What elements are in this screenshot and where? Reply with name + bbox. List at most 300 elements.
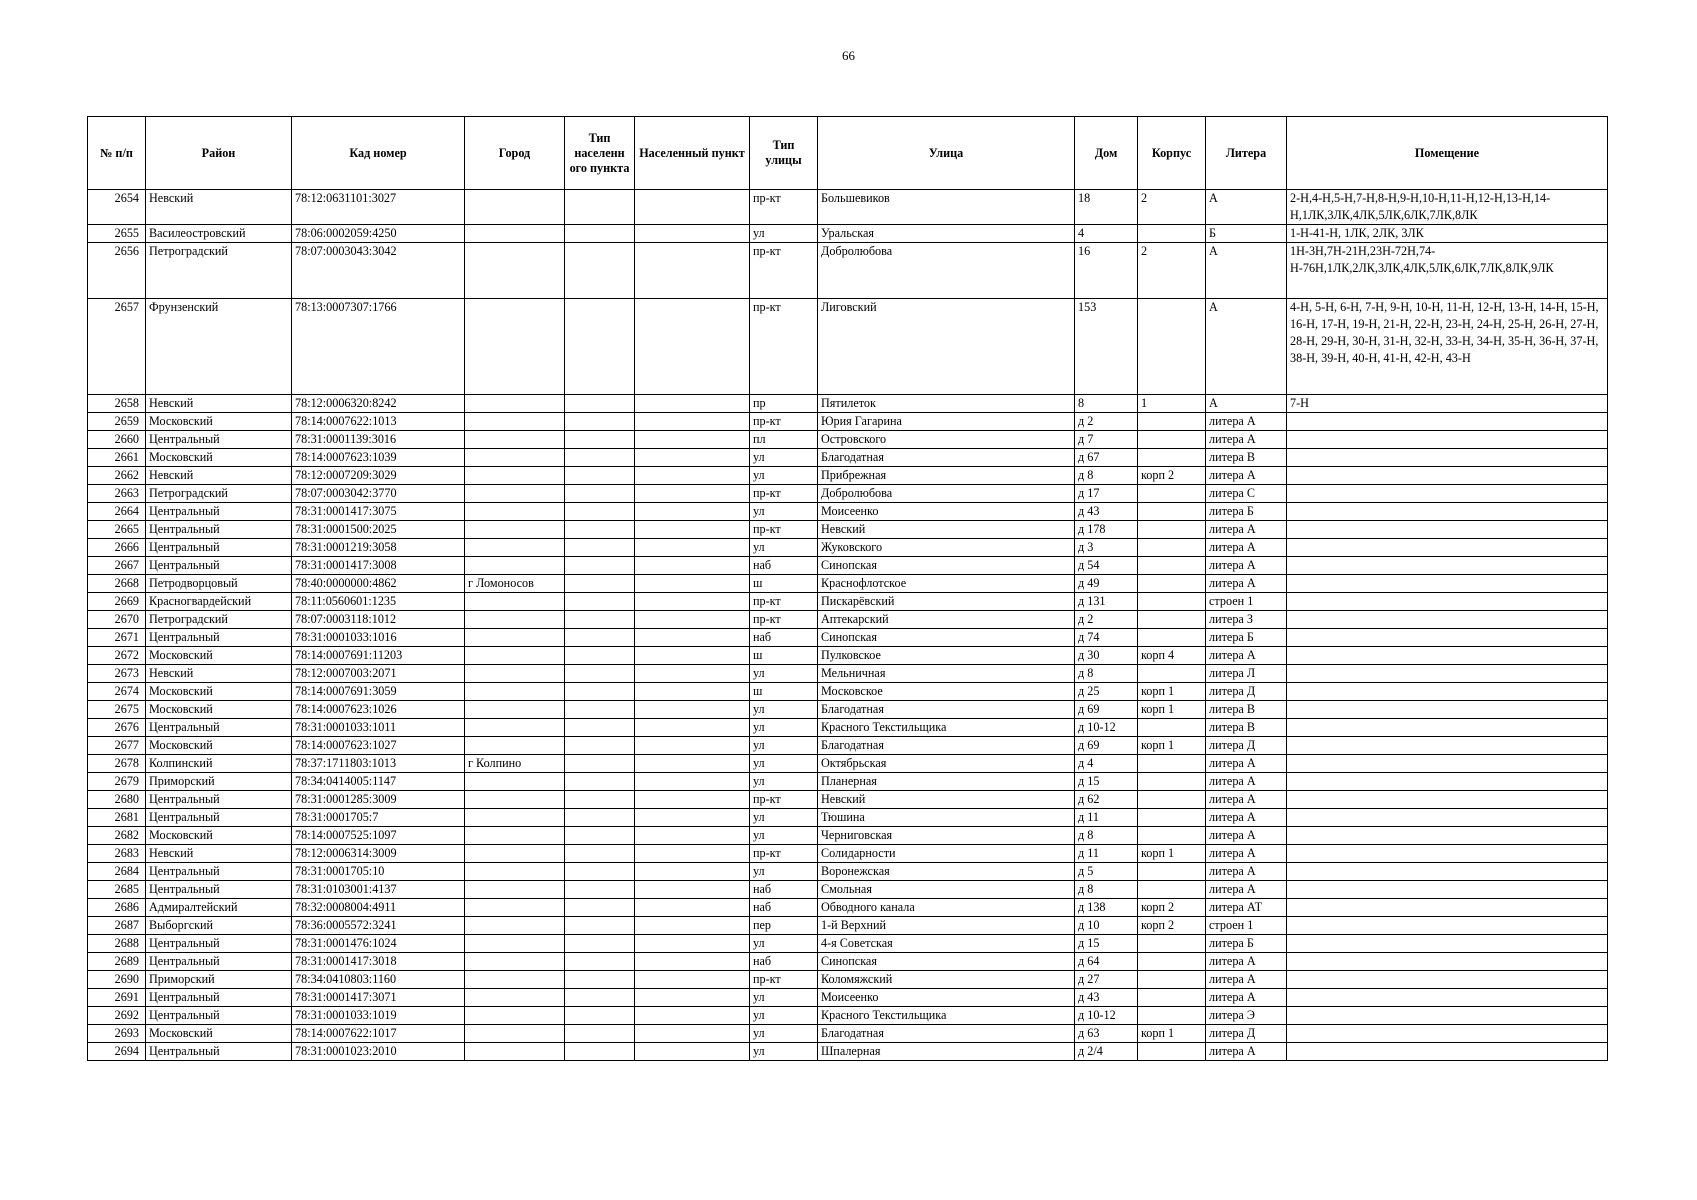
table-row xyxy=(88,243,1608,299)
cell-settlement-type xyxy=(565,683,635,701)
cell-district: Центральный xyxy=(146,1043,292,1061)
table-row xyxy=(88,593,1608,611)
cell-building xyxy=(1138,773,1206,791)
cell-city xyxy=(465,395,565,413)
cell-building: корп 2 xyxy=(1138,917,1206,935)
column-header-settlement-type: Тип населенн ого пункта xyxy=(565,117,635,190)
cell-settlement xyxy=(635,629,750,647)
cell-city xyxy=(465,593,565,611)
cell-district: Выборгский xyxy=(146,917,292,935)
table-row xyxy=(88,467,1608,485)
cell-district: Адмиралтейский xyxy=(146,899,292,917)
cell-city xyxy=(465,557,565,575)
cell-cadastral-number: 78:14:0007691:3059 xyxy=(292,683,465,701)
cell-premises xyxy=(1287,557,1608,575)
cell-house: д 2 xyxy=(1075,611,1138,629)
cell-house: д 4 xyxy=(1075,755,1138,773)
cell-street: Благодатная xyxy=(818,1025,1075,1043)
table-row xyxy=(88,845,1608,863)
cell-house: 8 xyxy=(1075,395,1138,413)
cell-letter: литера А xyxy=(1206,953,1287,971)
cell-building xyxy=(1138,503,1206,521)
column-header-cadastral-number: Кад номер xyxy=(292,117,465,190)
cell-house: д 8 xyxy=(1075,467,1138,485)
cell-premises xyxy=(1287,827,1608,845)
cell-street: Невский xyxy=(818,521,1075,539)
table-row xyxy=(88,665,1608,683)
cell-letter: литера З xyxy=(1206,611,1287,629)
cell-street: Жуковского xyxy=(818,539,1075,557)
property-registry-table xyxy=(87,116,1608,1061)
cell-city xyxy=(465,953,565,971)
cell-letter: строен 1 xyxy=(1206,917,1287,935)
cell-house: д 8 xyxy=(1075,881,1138,899)
cell-settlement xyxy=(635,503,750,521)
cell-letter: литера А xyxy=(1206,647,1287,665)
cell-letter: литера А xyxy=(1206,467,1287,485)
cell-letter: литера С xyxy=(1206,485,1287,503)
cell-building: 2 xyxy=(1138,243,1206,299)
cell-city xyxy=(465,539,565,557)
cell-settlement-type xyxy=(565,299,635,395)
cell-house: д 131 xyxy=(1075,593,1138,611)
cell-street: Уральская xyxy=(818,225,1075,243)
cell-street-type: пр-кт xyxy=(750,299,818,395)
cell-settlement-type xyxy=(565,701,635,719)
cell-building xyxy=(1138,557,1206,575)
table-header-row xyxy=(88,117,1608,190)
cell-building: корп 1 xyxy=(1138,737,1206,755)
cell-cadastral-number: 78:13:0007307:1766 xyxy=(292,299,465,395)
cell-letter: литера А xyxy=(1206,845,1287,863)
cell-letter: А xyxy=(1206,299,1287,395)
cell-street: Планерная xyxy=(818,773,1075,791)
cell-cadastral-number: 78:12:0007003:2071 xyxy=(292,665,465,683)
cell-settlement-type xyxy=(565,575,635,593)
cell-house: д 11 xyxy=(1075,809,1138,827)
cell-district: Центральный xyxy=(146,953,292,971)
cell-building xyxy=(1138,971,1206,989)
cell-cadastral-number: 78:14:0007623:1026 xyxy=(292,701,465,719)
cell-letter: литера В xyxy=(1206,449,1287,467)
cell-settlement xyxy=(635,413,750,431)
cell-settlement-type xyxy=(565,629,635,647)
cell-cadastral-number: 78:12:0006314:3009 xyxy=(292,845,465,863)
cell-cadastral-number: 78:14:0007622:1017 xyxy=(292,1025,465,1043)
cell-settlement-type xyxy=(565,773,635,791)
cell-building xyxy=(1138,413,1206,431)
cell-city xyxy=(465,737,565,755)
cell-street-type: ул xyxy=(750,539,818,557)
cell-street: Мельничная xyxy=(818,665,1075,683)
cell-street-type: пр-кт xyxy=(750,485,818,503)
cell-district: Центральный xyxy=(146,431,292,449)
cell-district: Приморский xyxy=(146,971,292,989)
table-row xyxy=(88,935,1608,953)
cell-letter: литера А xyxy=(1206,989,1287,1007)
cell-street-type: пр-кт xyxy=(750,611,818,629)
cell-house: 18 xyxy=(1075,190,1138,225)
cell-district: Невский xyxy=(146,845,292,863)
cell-city: г Колпино xyxy=(465,755,565,773)
cell-city xyxy=(465,773,565,791)
cell-street-type: наб xyxy=(750,557,818,575)
cell-number: 2693 xyxy=(88,1025,146,1043)
cell-house: д 25 xyxy=(1075,683,1138,701)
cell-district: Центральный xyxy=(146,989,292,1007)
cell-letter: литера АТ xyxy=(1206,899,1287,917)
cell-settlement-type xyxy=(565,395,635,413)
cell-district: Центральный xyxy=(146,791,292,809)
cell-cadastral-number: 78:31:0001139:3016 xyxy=(292,431,465,449)
cell-letter: литера А xyxy=(1206,1043,1287,1061)
cell-city xyxy=(465,863,565,881)
cell-settlement xyxy=(635,1007,750,1025)
cell-cadastral-number: 78:31:0001023:2010 xyxy=(292,1043,465,1061)
table-row xyxy=(88,1043,1608,1061)
cell-number: 2673 xyxy=(88,665,146,683)
cell-house: 153 xyxy=(1075,299,1138,395)
cell-cadastral-number: 78:12:0006320:8242 xyxy=(292,395,465,413)
table-row xyxy=(88,611,1608,629)
cell-district: Центральный xyxy=(146,935,292,953)
cell-settlement-type xyxy=(565,190,635,225)
cell-building: корп 2 xyxy=(1138,467,1206,485)
cell-settlement xyxy=(635,1025,750,1043)
cell-number: 2676 xyxy=(88,719,146,737)
table-row xyxy=(88,539,1608,557)
cell-settlement xyxy=(635,773,750,791)
cell-cadastral-number: 78:12:0007209:3029 xyxy=(292,467,465,485)
cell-number: 2691 xyxy=(88,989,146,1007)
cell-street-type: ул xyxy=(750,755,818,773)
cell-city xyxy=(465,413,565,431)
cell-city xyxy=(465,503,565,521)
cell-number: 2671 xyxy=(88,629,146,647)
table-row xyxy=(88,863,1608,881)
cell-district: Фрунзенский xyxy=(146,299,292,395)
cell-district: Московский xyxy=(146,449,292,467)
cell-letter: строен 1 xyxy=(1206,593,1287,611)
cell-city xyxy=(465,899,565,917)
cell-street-type: ул xyxy=(750,719,818,737)
cell-cadastral-number: 78:31:0001033:1019 xyxy=(292,1007,465,1025)
cell-street: Тюшина xyxy=(818,809,1075,827)
table-row xyxy=(88,917,1608,935)
cell-settlement xyxy=(635,395,750,413)
cell-city xyxy=(465,647,565,665)
cell-street: Моисеенко xyxy=(818,503,1075,521)
cell-building: корп 1 xyxy=(1138,701,1206,719)
cell-city xyxy=(465,1025,565,1043)
cell-number: 2667 xyxy=(88,557,146,575)
cell-street: Большевиков xyxy=(818,190,1075,225)
cell-street-type: ш xyxy=(750,647,818,665)
cell-premises xyxy=(1287,593,1608,611)
cell-building: 1 xyxy=(1138,395,1206,413)
cell-number: 2687 xyxy=(88,917,146,935)
cell-number: 2680 xyxy=(88,791,146,809)
cell-building xyxy=(1138,827,1206,845)
cell-house: д 10-12 xyxy=(1075,1007,1138,1025)
cell-city xyxy=(465,467,565,485)
table-row xyxy=(88,503,1608,521)
cell-city xyxy=(465,243,565,299)
cell-settlement-type xyxy=(565,881,635,899)
cell-letter: литера А xyxy=(1206,539,1287,557)
cell-house: д 54 xyxy=(1075,557,1138,575)
cell-number: 2655 xyxy=(88,225,146,243)
cell-settlement-type xyxy=(565,485,635,503)
cell-street: 4-я Советская xyxy=(818,935,1075,953)
cell-cadastral-number: 78:14:0007622:1013 xyxy=(292,413,465,431)
cell-house: д 43 xyxy=(1075,503,1138,521)
cell-letter: А xyxy=(1206,243,1287,299)
cell-number: 2656 xyxy=(88,243,146,299)
cell-street: Аптекарский xyxy=(818,611,1075,629)
cell-building xyxy=(1138,449,1206,467)
cell-city xyxy=(465,845,565,863)
cell-number: 2672 xyxy=(88,647,146,665)
cell-settlement xyxy=(635,485,750,503)
cell-street: Красного Текстильщика xyxy=(818,719,1075,737)
cell-letter: литера Б xyxy=(1206,935,1287,953)
cell-number: 2681 xyxy=(88,809,146,827)
cell-street: Добролюбова xyxy=(818,243,1075,299)
cell-street-type: ш xyxy=(750,575,818,593)
cell-settlement xyxy=(635,791,750,809)
cell-street-type: пр-кт xyxy=(750,521,818,539)
cell-letter: литера А xyxy=(1206,773,1287,791)
cell-settlement-type xyxy=(565,225,635,243)
cell-settlement xyxy=(635,935,750,953)
cell-premises xyxy=(1287,971,1608,989)
cell-premises: 7-Н xyxy=(1287,395,1608,413)
cell-letter: литера А xyxy=(1206,827,1287,845)
cell-cadastral-number: 78:31:0001500:2025 xyxy=(292,521,465,539)
cell-settlement-type xyxy=(565,917,635,935)
cell-city xyxy=(465,719,565,737)
cell-settlement-type xyxy=(565,863,635,881)
cell-city xyxy=(465,809,565,827)
cell-district: Приморский xyxy=(146,773,292,791)
cell-street-type: пр-кт xyxy=(750,413,818,431)
cell-district: Центральный xyxy=(146,881,292,899)
cell-street: Прибрежная xyxy=(818,467,1075,485)
cell-cadastral-number: 78:06:0002059:4250 xyxy=(292,225,465,243)
cell-street: Октябрьская xyxy=(818,755,1075,773)
cell-settlement-type xyxy=(565,539,635,557)
cell-house: д 10 xyxy=(1075,917,1138,935)
cell-settlement xyxy=(635,243,750,299)
cell-settlement-type xyxy=(565,647,635,665)
cell-street: Юрия Гагарина xyxy=(818,413,1075,431)
cell-letter: литера Б xyxy=(1206,503,1287,521)
cell-cadastral-number: 78:34:0414005:1147 xyxy=(292,773,465,791)
cell-building: корп 1 xyxy=(1138,845,1206,863)
cell-street-type: наб xyxy=(750,953,818,971)
cell-street: Черниговская xyxy=(818,827,1075,845)
table-row xyxy=(88,449,1608,467)
cell-premises xyxy=(1287,953,1608,971)
cell-settlement-type xyxy=(565,503,635,521)
cell-building: 2 xyxy=(1138,190,1206,225)
cell-settlement xyxy=(635,593,750,611)
cell-settlement xyxy=(635,575,750,593)
cell-district: Невский xyxy=(146,665,292,683)
cell-premises xyxy=(1287,575,1608,593)
cell-settlement xyxy=(635,755,750,773)
cell-street-type: ул xyxy=(750,225,818,243)
cell-premises: 4-Н, 5-Н, 6-Н, 7-Н, 9-Н, 10-Н, 11-Н, 12-Н, 13-Н, 14-Н, 15-Н, 16-Н, 17-Н, 19-Н, 21-Н, 22-Н, 23-Н, 24-Н, 25-Н, 26-Н, 27-Н, 28-Н, 29-Н, 30-Н, 31-Н, 32-Н, 33-Н, 34-Н, 35-Н, 36-Н, 37-Н, 38-Н, 39-Н, 40-Н, 41-Н, 42-Н, 43-Н xyxy=(1287,299,1608,395)
cell-number: 2690 xyxy=(88,971,146,989)
cell-cadastral-number: 78:31:0001476:1024 xyxy=(292,935,465,953)
cell-street-type: пр-кт xyxy=(750,791,818,809)
cell-house: д 7 xyxy=(1075,431,1138,449)
cell-street-type: ул xyxy=(750,665,818,683)
cell-street: Пискарёвский xyxy=(818,593,1075,611)
table-row xyxy=(88,899,1608,917)
cell-street: Благодатная xyxy=(818,449,1075,467)
column-header-building: Корпус xyxy=(1138,117,1206,190)
cell-house: д 10-12 xyxy=(1075,719,1138,737)
cell-street-type: ул xyxy=(750,1007,818,1025)
cell-letter: литера В xyxy=(1206,701,1287,719)
cell-street: Моисеенко xyxy=(818,989,1075,1007)
cell-building xyxy=(1138,539,1206,557)
cell-cadastral-number: 78:31:0001417:3018 xyxy=(292,953,465,971)
cell-building: корп 1 xyxy=(1138,1025,1206,1043)
cell-cadastral-number: 78:07:0003042:3770 xyxy=(292,485,465,503)
cell-settlement-type xyxy=(565,989,635,1007)
cell-house: д 43 xyxy=(1075,989,1138,1007)
cell-street-type: ул xyxy=(750,737,818,755)
cell-premises xyxy=(1287,935,1608,953)
table-row xyxy=(88,881,1608,899)
cell-cadastral-number: 78:36:0005572:3241 xyxy=(292,917,465,935)
cell-city xyxy=(465,431,565,449)
cell-letter: А xyxy=(1206,190,1287,225)
cell-street: Добролюбова xyxy=(818,485,1075,503)
cell-settlement-type xyxy=(565,845,635,863)
cell-letter: литера Д xyxy=(1206,1025,1287,1043)
cell-settlement-type xyxy=(565,737,635,755)
cell-number: 2689 xyxy=(88,953,146,971)
cell-number: 2668 xyxy=(88,575,146,593)
cell-settlement xyxy=(635,845,750,863)
cell-house: 16 xyxy=(1075,243,1138,299)
cell-settlement xyxy=(635,647,750,665)
cell-cadastral-number: 78:32:0008004:4911 xyxy=(292,899,465,917)
cell-district: Московский xyxy=(146,701,292,719)
cell-building xyxy=(1138,593,1206,611)
cell-settlement xyxy=(635,225,750,243)
cell-street-type: ул xyxy=(750,701,818,719)
cell-settlement xyxy=(635,737,750,755)
cell-settlement-type xyxy=(565,413,635,431)
cell-settlement xyxy=(635,190,750,225)
table-row xyxy=(88,629,1608,647)
table-row xyxy=(88,1025,1608,1043)
cell-house: д 49 xyxy=(1075,575,1138,593)
cell-letter: А xyxy=(1206,395,1287,413)
cell-number: 2658 xyxy=(88,395,146,413)
cell-street-type: пр-кт xyxy=(750,845,818,863)
cell-cadastral-number: 78:31:0001219:3058 xyxy=(292,539,465,557)
cell-premises xyxy=(1287,503,1608,521)
cell-settlement xyxy=(635,683,750,701)
cell-street-type: наб xyxy=(750,629,818,647)
cell-building: корп 4 xyxy=(1138,647,1206,665)
cell-city xyxy=(465,881,565,899)
cell-district: Петродворцовый xyxy=(146,575,292,593)
cell-city xyxy=(465,449,565,467)
column-header-number: № п/п xyxy=(88,117,146,190)
cell-street-type: ул xyxy=(750,449,818,467)
cell-settlement xyxy=(635,665,750,683)
cell-settlement xyxy=(635,809,750,827)
column-header-district: Район xyxy=(146,117,292,190)
table-row xyxy=(88,485,1608,503)
table-row xyxy=(88,683,1608,701)
cell-settlement-type xyxy=(565,1043,635,1061)
cell-building xyxy=(1138,485,1206,503)
cell-street: 1-й Верхний xyxy=(818,917,1075,935)
cell-city xyxy=(465,665,565,683)
column-header-letter: Литера xyxy=(1206,117,1287,190)
cell-number: 2694 xyxy=(88,1043,146,1061)
cell-letter: литера А xyxy=(1206,863,1287,881)
cell-district: Невский xyxy=(146,395,292,413)
cell-street-type: ул xyxy=(750,773,818,791)
cell-city xyxy=(465,1043,565,1061)
cell-settlement-type xyxy=(565,899,635,917)
cell-city xyxy=(465,1007,565,1025)
cell-premises: 2-Н,4-Н,5-Н,7-Н,8-Н,9-Н,10-Н,11-Н,12-Н,13-Н,14-Н,1ЛК,3ЛК,4ЛК,5ЛК,6ЛК,7ЛК,8ЛК xyxy=(1287,190,1608,225)
cell-district: Центральный xyxy=(146,809,292,827)
cell-cadastral-number: 78:31:0001705:7 xyxy=(292,809,465,827)
cell-street: Синопская xyxy=(818,953,1075,971)
cell-street-type: наб xyxy=(750,881,818,899)
cell-settlement xyxy=(635,467,750,485)
cell-city xyxy=(465,701,565,719)
cell-city xyxy=(465,611,565,629)
cell-street: Синопская xyxy=(818,629,1075,647)
cell-cadastral-number: 78:34:0410803:1160 xyxy=(292,971,465,989)
cell-cadastral-number: 78:31:0001705:10 xyxy=(292,863,465,881)
table-row xyxy=(88,557,1608,575)
cell-premises xyxy=(1287,809,1608,827)
cell-number: 2683 xyxy=(88,845,146,863)
cell-settlement xyxy=(635,521,750,539)
cell-district: Центральный xyxy=(146,557,292,575)
cell-letter: литера Э xyxy=(1206,1007,1287,1025)
column-header-city: Город xyxy=(465,117,565,190)
cell-number: 2692 xyxy=(88,1007,146,1025)
cell-street: Коломяжский xyxy=(818,971,1075,989)
cell-cadastral-number: 78:31:0001417:3071 xyxy=(292,989,465,1007)
cell-settlement-type xyxy=(565,467,635,485)
cell-street-type: наб xyxy=(750,899,818,917)
cell-number: 2664 xyxy=(88,503,146,521)
cell-number: 2659 xyxy=(88,413,146,431)
cell-building xyxy=(1138,665,1206,683)
cell-district: Невский xyxy=(146,190,292,225)
cell-settlement xyxy=(635,989,750,1007)
cell-building xyxy=(1138,791,1206,809)
cell-house: д 8 xyxy=(1075,827,1138,845)
cell-city xyxy=(465,190,565,225)
